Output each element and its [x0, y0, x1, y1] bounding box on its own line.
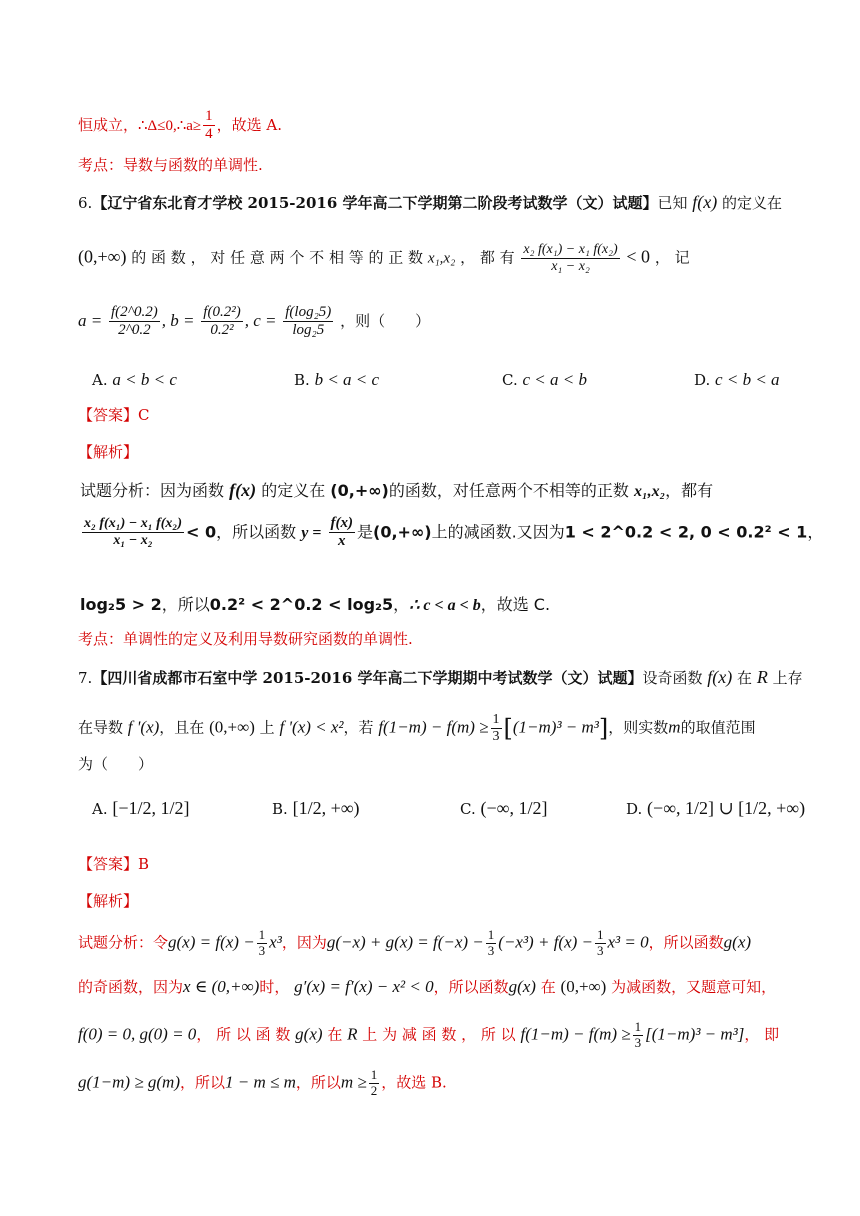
- q7-answer: 【答案】B: [78, 855, 150, 873]
- q6-stem-line-1: 6.【辽宁省东北育才学校 2015-2016 学年高二下学期第二阶段考试数学（文）试题】已知 f(x) 的定义在: [78, 192, 783, 212]
- q6-c-fraction: $\frac{\text{f(log₂5)}}{\text{log₂5}}$: [285, 304, 332, 339]
- q7-option-d: D. (−∞, 1/2] ∪ [1/2, +∞): [626, 798, 806, 818]
- q7-option-c: C. (−∞, 1/2]: [460, 798, 548, 818]
- q7-analysis-line-3: f(0) = 0, g(0) = 0， 所 以 函 数 g(x) 在 R 上 为 减 函 数 ， 所 以 f(1−m) − f(m) ≥ $\frac{1}{3}$ [(1−m)³ − m³]， 即: [78, 1019, 780, 1050]
- q5-point: 考点：导数与函数的单调性.: [78, 156, 263, 174]
- q6-analysis-fraction: $\frac{\text{x₂ f(x₁) − x₁ f(x₂)}}{\text{x₁ − x₂}}$: [84, 516, 182, 549]
- q7-option-b: B. [1/2, +∞): [272, 798, 360, 818]
- q7-analysis-line-4: g(1−m) ≥ g(m)，所以1 − m ≤ m，所以m ≥ $\frac{1}{2}$ ，故选 B.: [78, 1067, 447, 1098]
- q6-analysis-line-2: $\frac{\text{x₂ f(x₁) − x₁ f(x₂)}}{\text{x₁ − x₂}}$ < 0，所以函数 y = $\frac{f(x)}{x}$ 是(0,+∞)上的减函数.又因为1 < 2^0.2 < 2, 0 < 0.2² < 1，: [84, 515, 824, 550]
- q7-option-a: A. [−1/2, 1/2]: [92, 798, 190, 818]
- q5-conclusion-line: [78, 108, 282, 144]
- q6-answer: 【答案】C: [78, 406, 150, 424]
- q5-suffix: ，故选 A.: [216, 115, 282, 134]
- q6-abc-definitions: a = $\frac{f(2\^{}0.2)}{2\^{}0.2}$ , b = $\frac{\text{f(0.2²)}}{\text{0.2²}}$ , c = $\frac{\text{f(log₂5)}}{\text{log₂5}}$ ，则（ ）: [78, 304, 431, 339]
- q6-option-d: D. c < b < a: [694, 370, 780, 389]
- q7-one-third: $\frac{1}{3}$: [492, 712, 500, 745]
- q5-prefix: 恒成立，: [78, 115, 139, 134]
- q6-option-a: A. a < b < c: [92, 370, 177, 389]
- q6-analysis-title: 【解析】: [78, 443, 139, 461]
- q6-condition-fraction: $\frac{\text{x₂ f(x₁) − x₁ f(x₂)}}{\text{x₁ − x₂}}$: [523, 242, 618, 275]
- q7-stem-line-3: 为（ ）: [78, 755, 154, 773]
- q7-stem-line-1: 7.【四川省成都市石室中学 2015-2016 学年高二下学期期中考试数学（文）试题】设奇函数 f(x) 在 R 上存: [78, 667, 803, 687]
- q7-analysis-title: 【解析】: [78, 892, 139, 910]
- q6-fx-over-x: $\frac{f(x)}{x}$: [330, 515, 354, 550]
- q6-analysis-line-1: 试题分析：因为函数 f(x) 的定义在 (0,+∞)的函数，对任意两个不相等的正数 x₁,x₂，都有: [80, 480, 714, 500]
- q6-analysis-line-3: log₂5 > 2，所以0.2² < 2^0.2 < log₂5，∴ c < a < b，故选 C.: [80, 595, 551, 614]
- q7-analysis-line-1: 试题分析：令g(x) = f(x) − $\frac{1}{3}$ x³，因为g(−x) + g(x) = f(−x) − $\frac{1}{3}$ (−x³) + f(x) − $\frac{1}{3}$ x³ = 0，所以函数g(x): [78, 927, 752, 958]
- q5-math: ∴Δ≤0,∴a≥: [138, 117, 202, 134]
- q6-source: 【辽宁省东北育才学校 2015-2016 学年高二下学期第二阶段考试数学（文）试题】: [92, 194, 658, 212]
- q6-option-b: B. b < a < c: [294, 370, 380, 389]
- q7-analysis-line-2: 的奇函数，因为x ∈ (0,+∞)时， g′(x) = f′(x) − x² < 0，所以函数g(x) 在 (0,+∞) 为减函数，又题意可知，: [78, 977, 777, 996]
- q6-point: 考点：单调性的定义及利用导数研究函数的单调性.: [78, 630, 413, 648]
- q6-b-fraction: $\frac{\text{f(0.2²)}}{\text{0.2²}}$: [203, 304, 241, 339]
- q6-option-c: C. c < a < b: [502, 370, 587, 389]
- q6-a-fraction: $\frac{f(2\^{}0.2)}{2\^{}0.2}$: [111, 304, 158, 339]
- q7-stem-line-2: 在导数 f '(x)，且在 (0,+∞) 上 f '(x) < x²，若 f(1−m) − f(m) ≥ $\frac{1}{3}$ [(1−m)³ − m³]，则实数m的取值范围: [78, 712, 756, 745]
- q7-source: 【四川省成都市石室中学 2015-2016 学年高二下学期期中考试数学（文）试题】: [92, 669, 643, 687]
- q5-fraction: $\frac{1}{4}$: [205, 108, 213, 143]
- q6-stem-line-2: (0,+∞) 的 函 数 ， 对 任 意 两 个 不 相 等 的 正 数 x₁,x₂ ， 都 有 $\frac{\text{x₂ f(x₁) − x₁ f(x₂)}}{\text{x₁ − x₂}}$ < 0 ， 记: [78, 242, 690, 275]
